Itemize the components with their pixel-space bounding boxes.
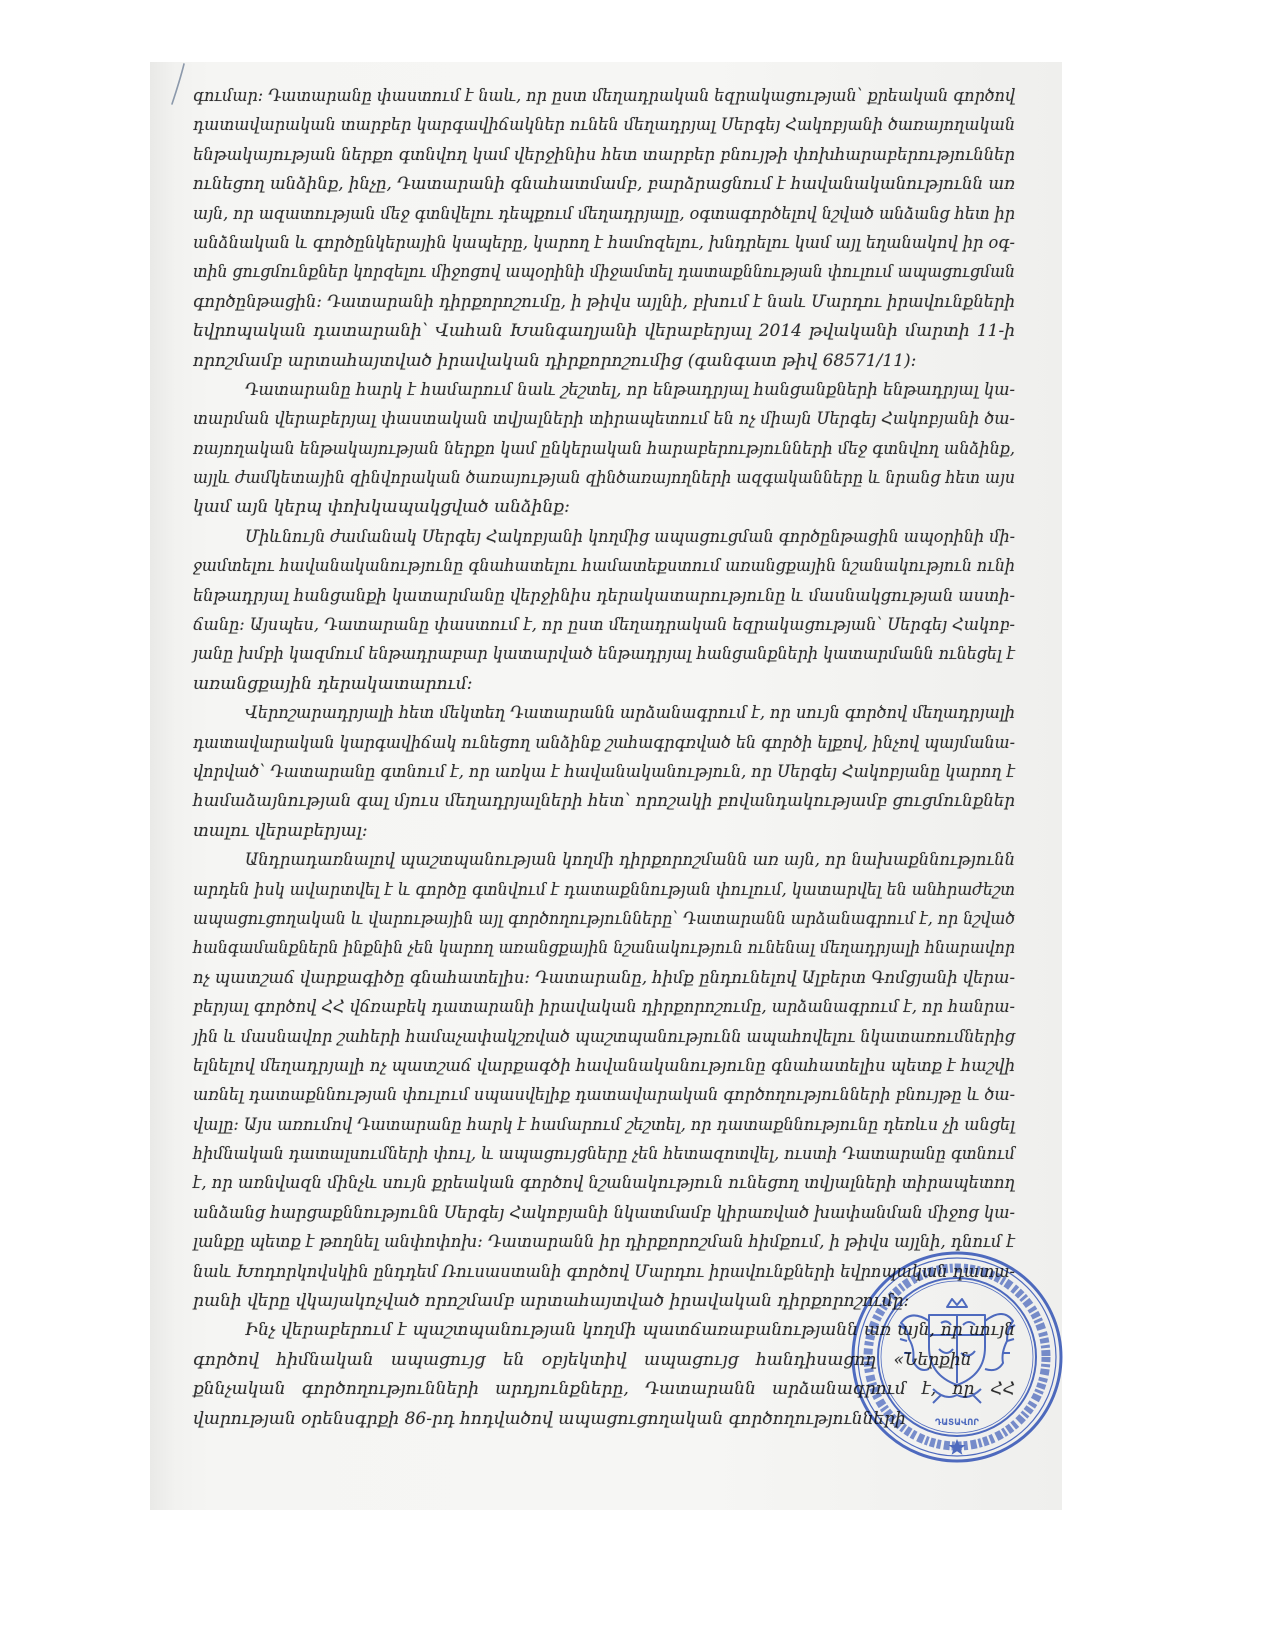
- text-line: [193, 787, 1015, 816]
- line-text: եվրոպական դատարանի՝ Վահան Խանգաղյանի վերաբերյալ 2014 թվականի մարտի 11-ի: [193, 321, 1015, 342]
- line-text: Վերոշարադրյալի հետ մեկտեղ Դատարանն արձանագրում է, որ սույն գործով մեղադրյալի: [245, 703, 1015, 724]
- text-line: [193, 611, 1015, 640]
- text-line: [193, 258, 1015, 287]
- text-line: [193, 640, 1015, 669]
- text-line: [193, 170, 1015, 199]
- text-line: [193, 317, 1015, 346]
- line-text: է, որ առնվազն մինչև սույն քրեական գործով նշանակություն ունեցող տվյալների տիրապետող: [193, 1173, 1015, 1194]
- text-line: [245, 846, 1015, 875]
- line-text: տալու վերաբերյալ:: [193, 820, 368, 841]
- official-seal: [849, 1249, 1065, 1465]
- text-line: [193, 493, 1015, 522]
- text-line: [193, 1023, 1015, 1052]
- line-text: համաձայնության գալ մյուս մեղադրյալների հետ՝ որոշակի բովանդակությամբ ցուցմունքներ: [193, 791, 1015, 812]
- line-text: ապացուցողական և վարութային այլ գործողությունները՝ Դատարանն արձանագրում է, որ նշված: [193, 908, 1015, 929]
- text-line: [193, 729, 1015, 758]
- line-text: այլև ժամկետային զինվորական ծառայության զինծառայողների ազգականները և նրանց հետ այս: [193, 468, 1015, 489]
- text-line: [193, 582, 1015, 611]
- seal-label: ԴԱՏԱՎՈՐ: [935, 1418, 979, 1428]
- text-line: [193, 905, 1015, 934]
- line-text: հիմնական դատալսումների փուլ, և ապացույցները չեն հետազոտվել, ուստի Դատարանը գտնում: [193, 1144, 1015, 1165]
- line-text: րանի վերը վկայակոչված որոշմամբ արտահայտված իրավական դիրքորոշումը:: [193, 1291, 910, 1312]
- text-line: [193, 288, 1015, 317]
- line-text: յին և մասնավոր շահերի համաչափակշռված պաշտպանությունն ապահովելու նկատառումներից: [193, 1026, 1015, 1047]
- line-text: բերյալ գործով ՀՀ վճռաբեկ դատարանի իրավական դիրքորոշումը, արձանագրում է, որ հանրա-: [193, 997, 1015, 1018]
- text-line: [193, 141, 1015, 170]
- line-text: դատավարական տարբեր կարգավիճակներ ունեն մեղադրյալ Սերգեյ Հակոբյանի ծառայողական: [193, 115, 1015, 136]
- text-line: [193, 1111, 1015, 1140]
- line-text: Միևնույն ժամանակ Սերգեյ Հակոբյանի կողմից ապացուցման գործընթացին ապօրինի մի-: [245, 526, 1015, 547]
- line-text: կամ այն կերպ փոխկապակցված անձինք:: [193, 497, 570, 518]
- line-text: ճանը: Այսպես, Դատարանը փաստում է, որ ըստ մեղադրական եզրակացության՝ Սերգեյ Հակոբ-: [193, 615, 1015, 636]
- line-text: այն, որ ազատության մեջ գտնվելու դեպքում մեղադրյալը, օգտագործելով նշված անձանց հետ իր: [193, 203, 1015, 224]
- line-text: ենթակայության ներքո գտնվող կամ վերջինիս հետ տարբեր բնույթի փոխհարաբերություններ: [193, 144, 1015, 165]
- text-line: [193, 200, 1015, 229]
- text-line: [193, 934, 1015, 963]
- line-text: ջամտելու հավանականությունը գնահատելու համատեքստում առանցքային նշանակություն ունի: [193, 556, 1015, 577]
- line-text: վարության օրենսգրքի 86-րդ հոդվածով ապացուցողական գործողությունների: [193, 1408, 906, 1429]
- line-text: գործընթացին: Դատարանի դիրքորոշումը, ի թիվս այլնի, բխում է նաև Մարդու իրավունքների: [193, 291, 1015, 312]
- text-line: [245, 376, 1015, 405]
- text-line: [193, 82, 1015, 111]
- text-line: [193, 993, 1015, 1022]
- text-line: [193, 1052, 1015, 1081]
- line-text: գործով հիմնական ապացույց են օբյեկտիվ ապացույց հանդիսացող «Ներքին: [193, 1349, 972, 1370]
- text-line: [193, 229, 1015, 258]
- text-line: [193, 1199, 1015, 1228]
- line-text: Անդրադառնալով պաշտպանության կողմի դիրքորոշմանն առ այն, որ նախաքննությունն: [245, 850, 1015, 871]
- line-text: տարման վերաբերյալ փաստական տվյալների տիրապետում են ոչ միայն Սերգեյ Հակոբյանի ծա-: [193, 409, 1015, 430]
- line-text: ելնելով մեղադրյալի ոչ պատշաճ վարքագծի հավանականությունը գնահատելիս պետք է հաշվի: [193, 1055, 1015, 1076]
- line-text: տին ցուցմունքներ կորզելու միջոցով ապօրինի միջամտել դատաքննության փուլում ապացուցման: [193, 262, 1015, 283]
- line-text: վորված՝ Դատարանը գտնում է, որ առկա է հավանականություն, որ Սերգեյ Հակոբյանը կարող է: [193, 761, 1015, 782]
- text-line: [193, 1140, 1015, 1169]
- line-text: Ինչ վերաբերում է պաշտպանության կողմի պատճառաբանությանն առ այն, որ սույն: [245, 1320, 1015, 1341]
- line-text: հանգամանքներն ինքնին չեն կարող առանցքային նշանակություն ունենալ մեղադրյալի հնարավոր: [193, 938, 1015, 959]
- text-line: [193, 964, 1015, 993]
- text-line: [193, 552, 1015, 581]
- line-text: վալը: Այս առումով Դատարանը հարկ է համարում շեշտել, որ դատաքննությունը դեռևս չի անցել: [193, 1114, 1015, 1135]
- line-text: անձանց հարցաքննությունն Սերգեյ Հակոբյանի նկատմամբ կիրառված խափանման միջոց կա-: [193, 1202, 1015, 1223]
- line-text: դատավարական կարգավիճակ ունեցող անձինք շահագրգռված են գործի ելքով, ինչով պայմանա-: [193, 732, 1015, 753]
- paragraph: [193, 699, 1015, 846]
- text-line: [245, 699, 1015, 728]
- text-line: [193, 670, 1015, 699]
- text-line: [193, 758, 1015, 787]
- seal-emblem: [899, 1299, 1015, 1403]
- line-text: առանցքային դերակատարում:: [193, 673, 473, 694]
- seal-star: [948, 1439, 965, 1455]
- paragraph: [193, 523, 1015, 699]
- line-text: առնել դատաքննության փուլում սպասվելիք դատավարական գործողությունների բնույթը և ծա-: [193, 1085, 1015, 1106]
- paragraph: [193, 376, 1015, 523]
- line-text: լանքը պետք է թողնել անփոփոխ: Դատարանն իր դիրքորոշման հիմքում, ի թիվս այլնի, դնում է: [193, 1232, 1015, 1253]
- text-line: [193, 1081, 1015, 1110]
- line-text: ոչ պատշաճ վարքագիծը գնահատելիս: Դատարանը, հիմք ընդունելով Ալբերտ Գոմցյանի վերա-: [193, 967, 1015, 988]
- line-text: ենթադրյալ հանցանքի կատարմանը վերջինիս դերակատարությունը և մասնակցության աստի-: [193, 585, 1015, 606]
- text-line: [193, 435, 1015, 464]
- line-text: որոշմամբ արտահայտված իրավական դիրքորոշումից (գանգատ թիվ 68571/11):: [193, 350, 917, 371]
- document-text: [193, 82, 1015, 1434]
- line-text: ունեցող անձինք, ինչը, Դատարանի գնահատմամբ, բարձրացնում է հավանականությունն առ: [193, 174, 1015, 195]
- line-text: Դատարանը հարկ է համարում նաև շեշտել, որ ենթադրյալ հանցանքների ենթադրյալ կա-: [245, 379, 1015, 400]
- text-line: [193, 347, 1015, 376]
- line-text: նաև Խոդորկովսկին ընդդեմ Ռուսաստանի գործով Մարդու իրավունքների եվրոպական դատա-: [193, 1261, 1015, 1282]
- text-line: [193, 405, 1015, 434]
- paragraph: [193, 82, 1015, 376]
- line-text: յանը խմբի կազմում ենթադրաբար կատարված ենթադրյալ հանցանքների կատարմանն ունեցել է: [193, 644, 1015, 665]
- text-line: [193, 1169, 1015, 1198]
- line-text: ռայողական ենթակայության ներքո կամ ընկերական հարաբերությունների մեջ գտնվող անձինք,: [193, 438, 1015, 459]
- text-line: [193, 464, 1015, 493]
- text-line: [193, 111, 1015, 140]
- line-text: արդեն իսկ ավարտվել է և գործը գտնվում է դատաքննության փուլում, կատարվել են անհրաժեշտ: [193, 879, 1015, 900]
- line-text: անձնական և գործընկերային կապերը, կարող է համոզելու, խնդրելու կամ այլ եղանակով իր օգ-: [193, 232, 1015, 253]
- paragraph: [193, 846, 1015, 1316]
- text-line: [245, 523, 1015, 552]
- line-text: գումար: Դատարանը փաստում է նաև, որ ըստ մեղադրական եզրակացության՝ քրեական գործով: [193, 86, 1015, 106]
- line-text: քննչական գործողությունների արդյունքները, Դատարանն արձանագրում է, որ ՀՀ: [193, 1379, 1015, 1400]
- text-line: [193, 876, 1015, 905]
- text-line: [193, 817, 1015, 846]
